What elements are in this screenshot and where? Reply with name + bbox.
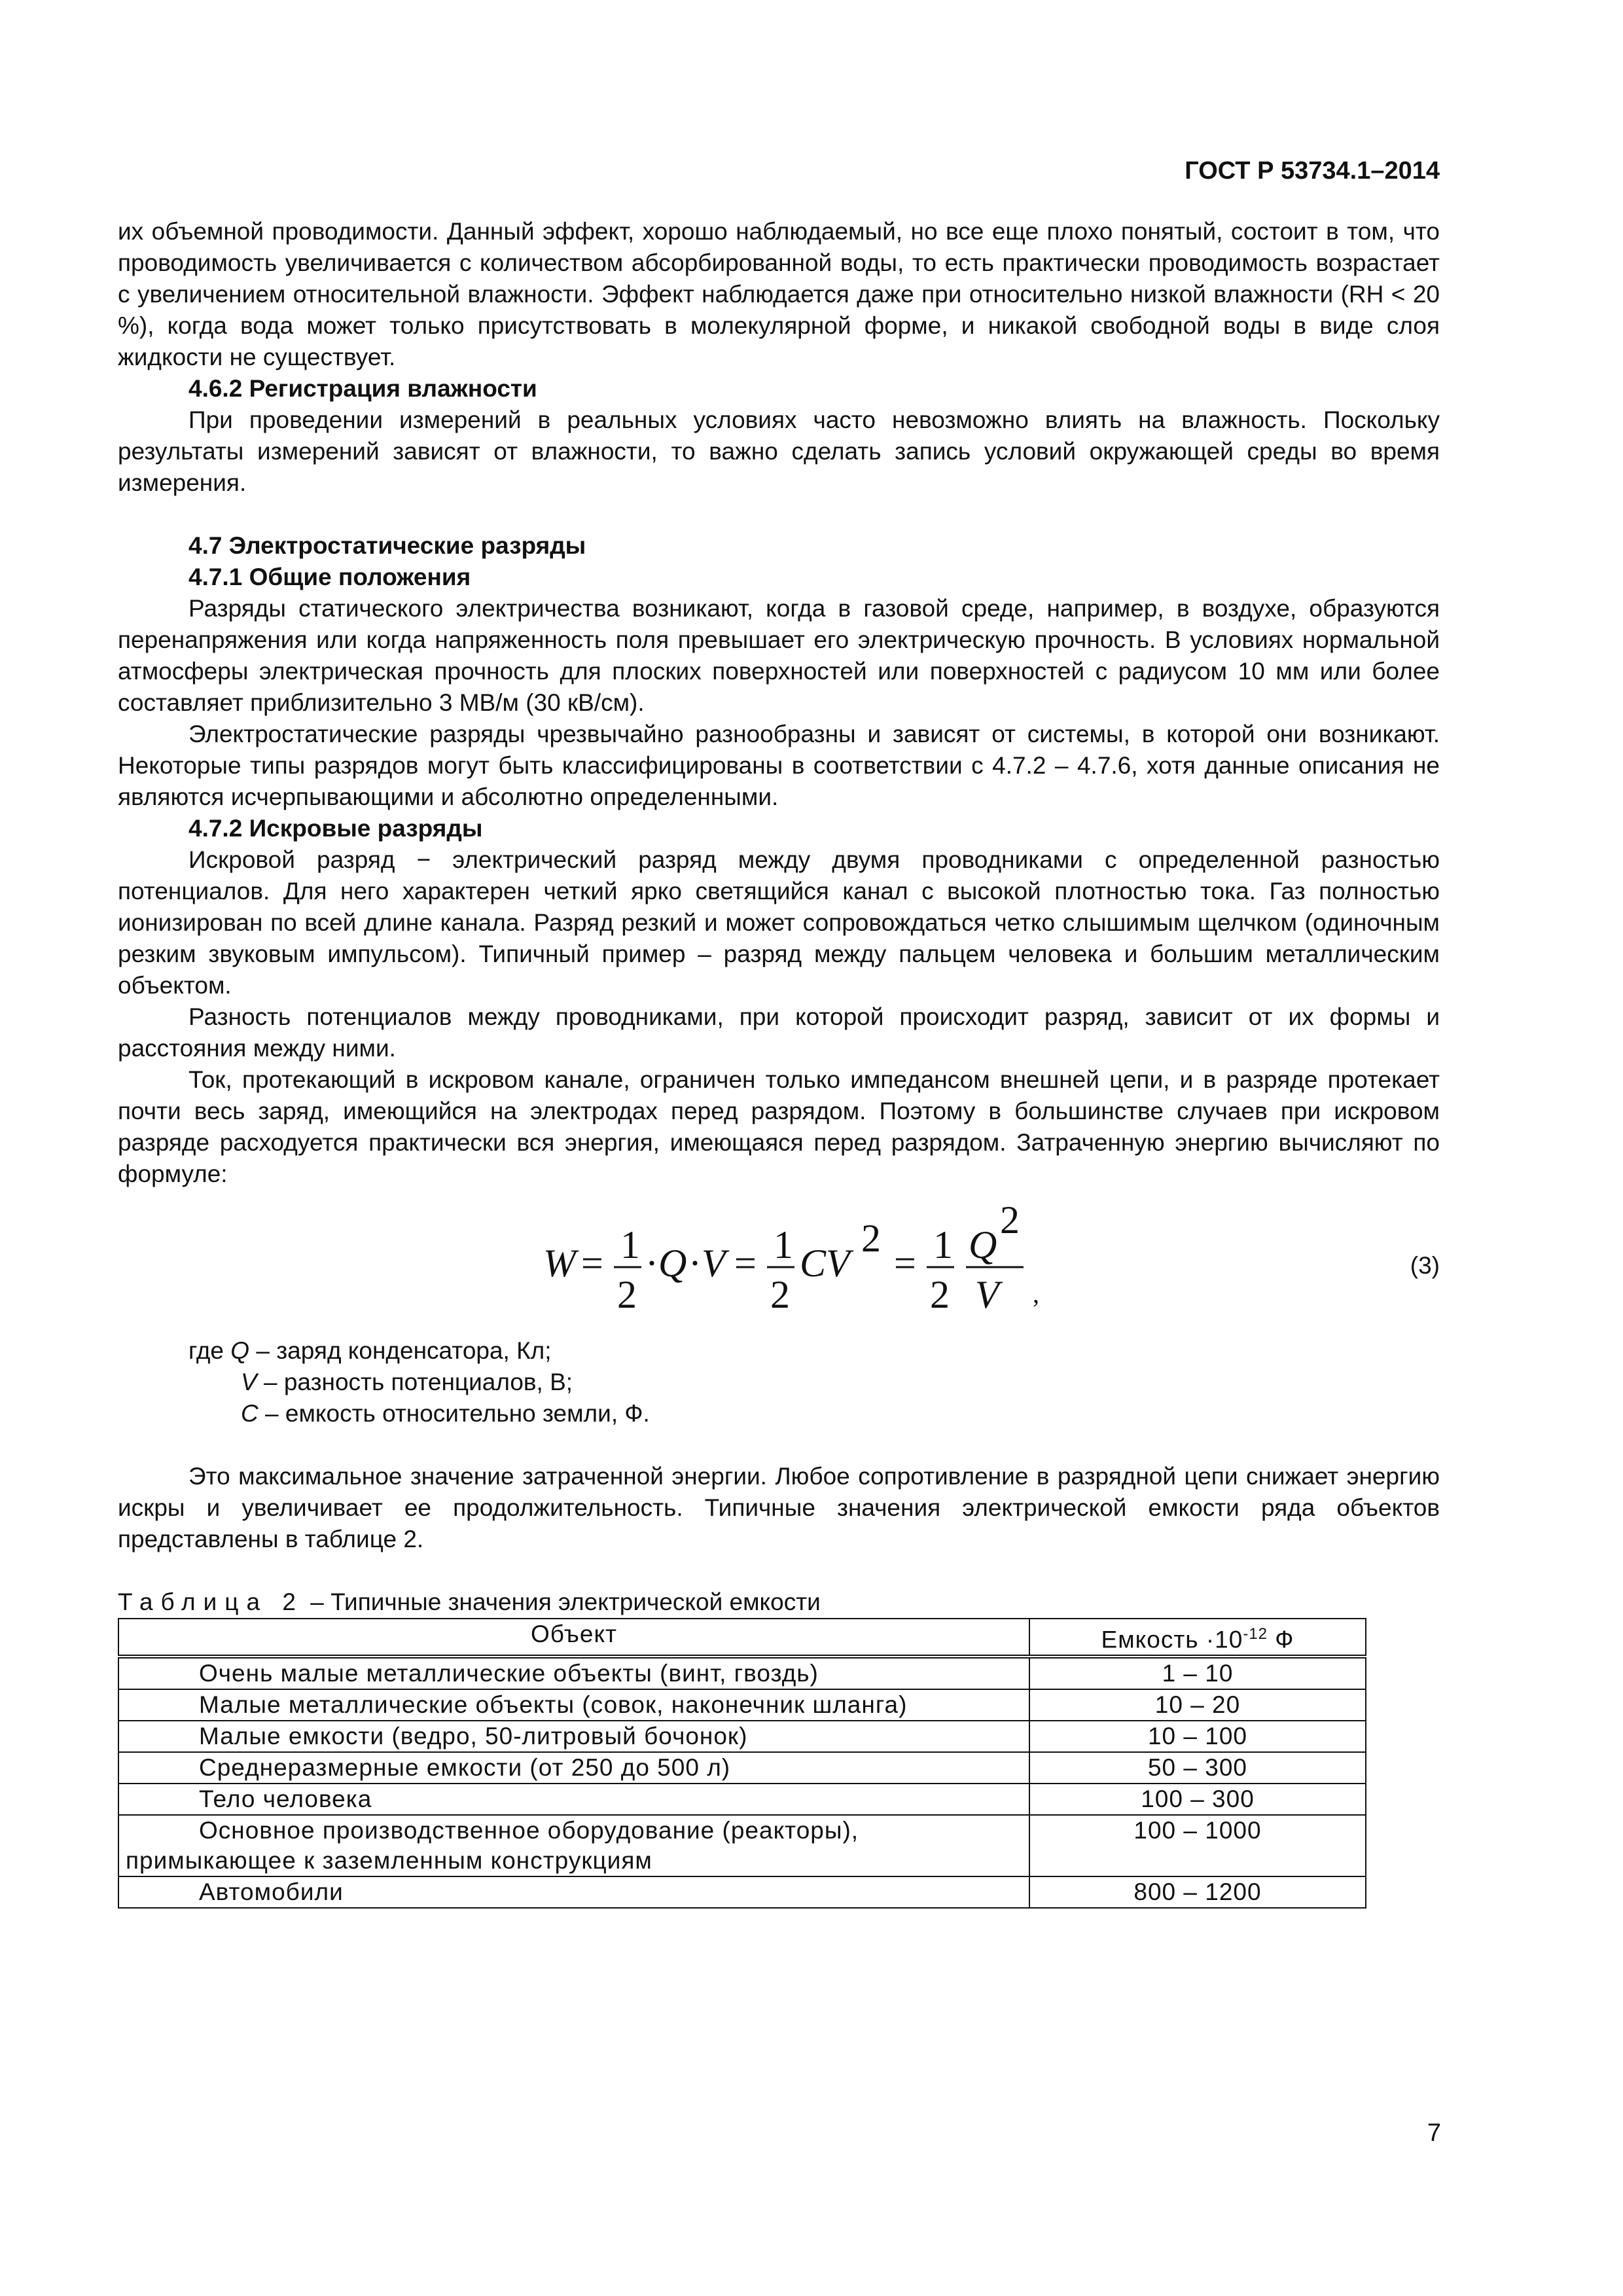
formula-frac2-num: 1 [774, 1223, 793, 1266]
section-title-4-6-2: 4.6.2 Регистрация влажности [188, 375, 537, 402]
intro-paragraph: их объемной проводимости. Данный эффект, хорошо наблюдаемый, но все еще плохо понятый, состоит в том, что проводимость увеличивается с количеством абсорбированной воды, то есть практически проводимость возрастает с увеличением относительной влажности. Эффект наблюдается даже при относительно низкой влажности (RH < 20 %), когда вода может только присутствовать в молекулярной форме, и никакой свободной воды в виде слоя жидкости не существует. [118, 218, 1440, 370]
where-prefix: где [188, 1337, 231, 1364]
where-v [118, 1367, 1440, 1398]
cell-value: 10 – 100 [1029, 1721, 1366, 1752]
formula-eq-2: = [734, 1242, 757, 1285]
section-text-4-6-2: При проведении измерений в реальных условиях часто невозможно влиять на влажность. Поскольку результаты измерений зависят от влажности, то важно сделать запись условий окружающей среды во время измерения. [118, 406, 1440, 496]
cell-value: 100 – 300 [1029, 1784, 1366, 1815]
cell-value: 10 – 20 [1029, 1689, 1366, 1721]
cell-value: 800 – 1200 [1029, 1876, 1366, 1908]
where-c [118, 1398, 1440, 1429]
formula-frac3-den: 2 [930, 1273, 950, 1316]
cell-value: 50 – 300 [1029, 1752, 1366, 1784]
formula-frac3-num: 1 [933, 1223, 953, 1266]
section-title-4-7: 4.7 Электростатические разряды [188, 532, 586, 559]
formula-cv: CV [800, 1242, 850, 1285]
cell-value: 1 – 10 [1029, 1657, 1366, 1689]
formula-v: V [702, 1242, 726, 1285]
table-row [118, 1815, 1366, 1876]
formula-frac1-den: 2 [617, 1273, 637, 1316]
formula-v-den: V [975, 1273, 999, 1316]
symbol-c: C [241, 1400, 259, 1427]
cell-object: Тело человека [118, 1784, 1029, 1815]
section-title-4-7-1: 4.7.1 Общие положения [188, 564, 471, 590]
cell-object: Малые металлические объекты (совок, наконечник шланга) [118, 1689, 1029, 1721]
table-row [118, 1876, 1366, 1908]
table-row [118, 1657, 1366, 1689]
table-caption-text: – Типичные значения электрической емкости [303, 1588, 821, 1615]
formula-block [118, 1204, 1440, 1335]
formula-frac2-den: 2 [770, 1273, 790, 1316]
table-row [118, 1752, 1366, 1784]
capacity-label: Емкость ·10 [1101, 1626, 1243, 1653]
formula-dot-1: · [645, 1242, 658, 1285]
section-4-7-1-paragraph-1: Разряды статического электричества возникают, когда в газовой среде, например, в воздухе, образуются перенапряжения или когда напряженность поля превышает его электрическую прочность. В условиях нормальной атмосферы электрическая прочность для плоских поверхностей или поверхностей с радиусом 10 мм или более составляет приблизительно 3 МВ/м (30 кВ/см). [118, 595, 1440, 716]
table-header-row [118, 1619, 1366, 1657]
formula-eq-3: = [894, 1242, 916, 1285]
spacer [118, 499, 1440, 530]
formula-dot-2: · [688, 1242, 702, 1285]
page-body [118, 216, 1440, 1909]
formula-q: Q [658, 1242, 687, 1285]
energy-formula [543, 1204, 1132, 1329]
table-caption-label: Таблица 2 [118, 1588, 304, 1615]
equation-number: (3) [1410, 1252, 1440, 1279]
cell-value: 100 – 1000 [1029, 1815, 1366, 1876]
column-header-capacity [1029, 1619, 1366, 1657]
document-id: ГОСТ Р 53734.1–2014 [1185, 157, 1440, 185]
column-header-object: Объект [118, 1619, 1029, 1657]
capacity-exponent: -12 [1243, 1625, 1268, 1643]
cell-object: Основное производственное оборудование (реакторы), примыкающее к заземленным конструкциям [118, 1815, 1029, 1876]
section-4-7-2-paragraph-2: Разность потенциалов между проводниками, при которой происходит разряд, зависит от их формы и расстояния между ними. [118, 1003, 1440, 1062]
formula-frac1-num: 1 [620, 1223, 640, 1266]
formula-square-2: 2 [1000, 1204, 1020, 1242]
where-c-text: – емкость относительно земли, Ф. [258, 1400, 650, 1427]
section-title-4-7-2: 4.7.2 Искровые разряды [188, 815, 483, 842]
capacitance-table [118, 1618, 1366, 1909]
page-number: 7 [1427, 2119, 1441, 2147]
table-row [118, 1721, 1366, 1752]
section-4-7-2-paragraph-3: Ток, протекающий в искровом канале, ограничен только импедансом внешней цепи, и в разряде протекает почти весь заряд, имеющийся на электродах перед разрядом. Поэтому в большинстве случаев при искровом разряде расходуется практически вся энергия, имеющаяся перед разрядом. Затраченную энергию вычисляют по формуле: [118, 1066, 1440, 1187]
paragraph-after-formula: Это максимальное значение затраченной энергии. Любое сопротивление в разрядной цепи снижает энергию искры и увеличивает ее продолжительность. Типичные значения электрической емкости ряда объектов представлены в таблице 2. [118, 1463, 1440, 1552]
capacity-unit: Ф [1275, 1626, 1294, 1653]
where-q-text: – заряд конденсатора, Кл; [249, 1337, 552, 1364]
formula-square-1: 2 [861, 1217, 881, 1260]
table-caption [118, 1587, 1440, 1618]
table-row [118, 1689, 1366, 1721]
section-4-7-2-paragraph-1: Искровой разряд − электрический разряд между двумя проводниками с определенной разностью потенциалов. Для него характерен четкий ярко светящийся канал с высокой плотностью тока. Газ полностью ионизирован по всей длине канала. Разряд резкий и может сопровождаться четко слышимым щелчком (одиночным резким звуковым импульсом). Типичный пример – разряд между пальцем человека и большим металлическим объектом. [118, 846, 1440, 999]
section-4-7-1-paragraph-2: Электростатические разряды чрезвычайно разнообразны и зависят от системы, в которой они возникают. Некоторые типы разрядов могут быть классифицированы в соответствии с 4.7.2 – 4.7.6, хотя данные описания не являются исчерпывающими и абсолютно определенными. [118, 721, 1440, 810]
spacer [118, 1429, 1440, 1461]
cell-object: Автомобили [118, 1876, 1029, 1908]
cell-object: Очень малые металлические объекты (винт, гвоздь) [118, 1657, 1029, 1689]
table-row [118, 1784, 1366, 1815]
cell-object: Среднеразмерные емкости (от 250 до 500 л) [118, 1752, 1029, 1784]
where-v-text: – разность потенциалов, В; [257, 1369, 573, 1395]
formula-eq-1: = [581, 1242, 603, 1285]
formula-comma: , [1033, 1279, 1039, 1308]
formula-q-num: Q [969, 1223, 997, 1266]
where-q [118, 1335, 1440, 1367]
cell-object: Малые емкости (ведро, 50-литровый бочонок) [118, 1721, 1029, 1752]
symbol-q: Q [230, 1337, 250, 1364]
formula-w: W [543, 1242, 576, 1285]
symbol-v: V [241, 1369, 257, 1395]
